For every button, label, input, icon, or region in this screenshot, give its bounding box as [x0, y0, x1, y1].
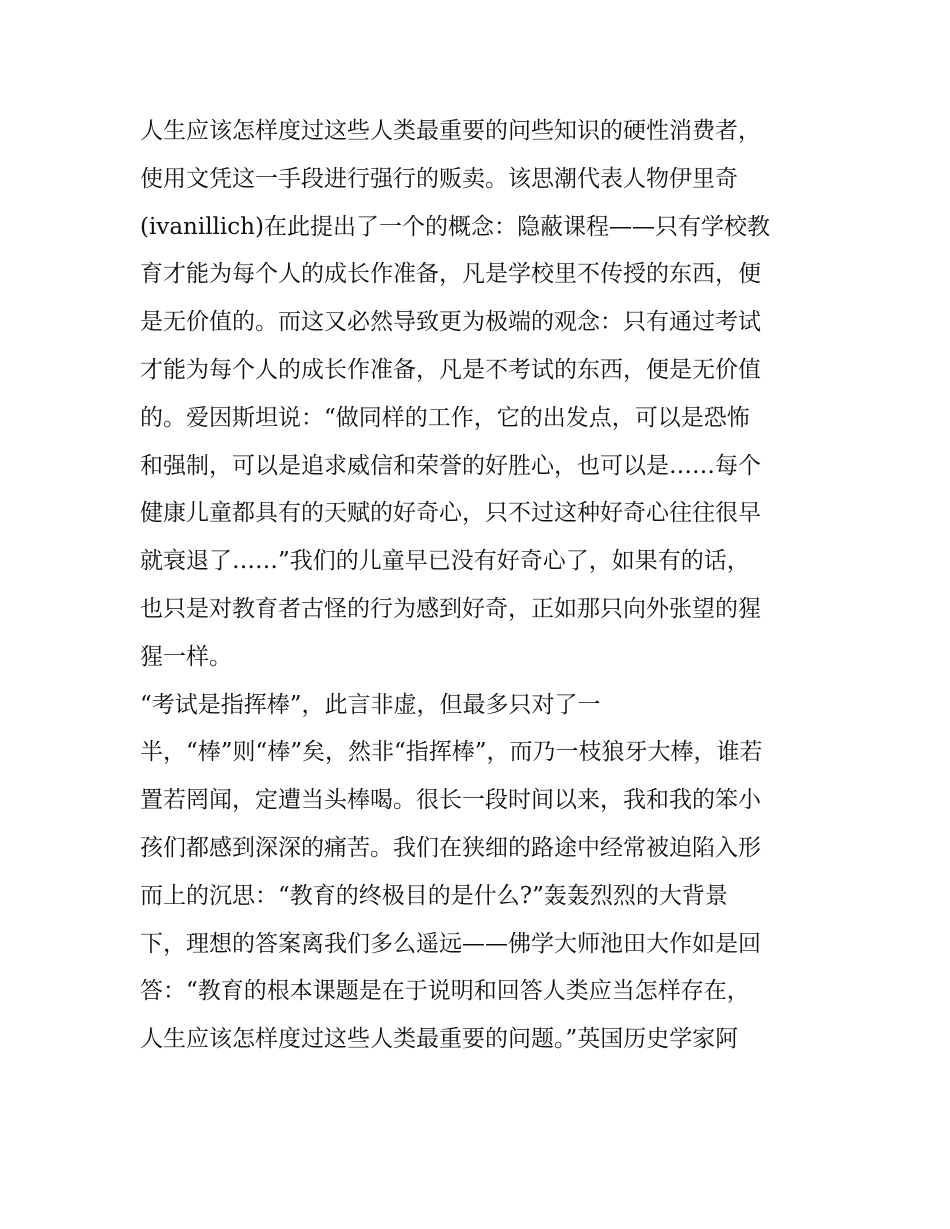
- text-line: “考试是指挥棒”，此言非虚，但最多只对了一: [140, 691, 601, 718]
- text-line: 使用文凭这一手段进行强行的贩卖。该思潮代表人物伊里奇: [140, 165, 738, 192]
- text-line: 而上的沉思：“教育的终极目的是什么?”轰轰烈烈的大背景: [140, 882, 728, 909]
- text-line: 和强制，可以是追求威信和荣誉的好胜心，也可以是……每个: [140, 452, 761, 479]
- body-text: [140, 108, 830, 1064]
- text-line: 半，“棒”则“棒”矣，然非“指挥棒”，而乃一枝狼牙大棒，谁若: [140, 739, 763, 766]
- text-line: 育才能为每个人的成长作准备，凡是学校里不传授的东西，便: [140, 261, 761, 288]
- text-line: 答：“教育的根本课题是在于说明和回答人类应当怎样存在，: [140, 978, 750, 1005]
- text-line: 猩一样。: [140, 643, 232, 670]
- text-line: 人生应该怎样度过这些人类最重要的问题。”英国历史学家阿: [140, 1026, 739, 1053]
- text-line: 也只是对教育者古怪的行为感到好奇，正如那只向外张望的猩: [140, 595, 761, 622]
- text-line: 的。爱因斯坦说：“做同样的工作，它的出发点，可以是恐怖: [140, 404, 750, 431]
- text-line: 健康儿童都具有的天赋的好奇心，只不过这种好奇心往往很早: [140, 500, 761, 527]
- text-line: 置若罔闻，定遭当头棒喝。很长一段时间以来，我和我的笨小: [140, 787, 761, 814]
- text-line: 下，理想的答案离我们多么遥远——佛学大师池田大作如是回: [140, 930, 761, 957]
- text-line: 是无价值的。而这又必然导致更为极端的观念：只有通过考试: [140, 309, 761, 336]
- text-line: 就衰退了……”我们的儿童早已没有好奇心了，如果有的话，: [140, 548, 750, 575]
- text-line: 人生应该怎样度过这些人类最重要的问些知识的硬性消费者，: [140, 118, 761, 144]
- text-line: 才能为每个人的成长作准备，凡是不考试的东西，便是无价值: [140, 356, 761, 383]
- text-line: (ivanillich)在此提出了一个的概念：隐蔽课程——只有学校教: [140, 213, 770, 240]
- text-line: 孩们都感到深深的痛苦。我们在狭细的路途中经常被迫陷入形: [140, 834, 761, 861]
